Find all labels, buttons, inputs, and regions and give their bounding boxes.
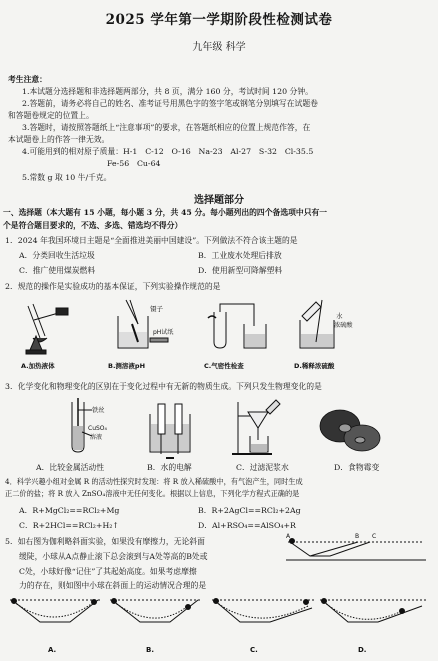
q4-option-a: A．R+MgCl₂==RCl₂+Mg [19, 506, 120, 515]
q2-label-a: A.加热液体 [21, 362, 55, 370]
notice-item-4-cont: Fe-56 Cu-64 [107, 159, 161, 168]
notice-item-5: 5.常数 g 取 10 牛/千克。 [22, 173, 112, 182]
q2-acid-label: 浓硫酸 [334, 322, 353, 329]
q2-stem: 2．规范的操作是实验成功的基本保证，下列实验操作规范的是 [5, 282, 221, 291]
q3-figure-b-electrolysis [150, 404, 190, 458]
notice-item-1: 1.本试题分选择题和非选择题两部分，共 8 页，满分 160 分，考试时间 120 分钟。 [22, 87, 313, 96]
q5-point-c: C [372, 533, 377, 540]
q3-figure-c-filter [232, 400, 280, 454]
q2-label-c: C.气密性检查 [204, 362, 244, 370]
notice-heading: 考生注意： [8, 75, 47, 84]
q2-tweezers-label: 镊子 [150, 305, 163, 313]
q3-option-c: C．过滤泥浆水 [236, 463, 289, 472]
q3-iron-wire-label: 铁丝 [92, 407, 105, 414]
q2-figure-d-dilute [300, 300, 334, 348]
q5-label-c: C. [250, 646, 258, 654]
q2-figure-c-airtight [208, 304, 266, 348]
q3-stem: 3．化学变化和物理变化的区别在于变化过程中有无新的物质生成。下列只发生物理变化的是 [5, 382, 322, 391]
q3-option-a: A．比较金属活动性 [36, 463, 105, 472]
part1-instructions-cont: 个是符合题目要求的，不选、多选、错选均不得分） [3, 221, 183, 230]
q5-stem-2: 缓陡，小球从A点静止滚下总会滚到与A处等高的B处或 [19, 552, 208, 561]
q1-option-b: B．工业废水处理后排放 [198, 251, 282, 260]
q5-point-b: B [355, 533, 360, 540]
q5-stem-1: 5．如右图为伽利略斜面实验，如果没有摩擦力，无论斜面 [5, 537, 205, 546]
q2-ph-paper-label: pH试纸 [153, 329, 174, 336]
q5-label-d: D. [358, 646, 367, 654]
q3-figure-d-mold [320, 410, 380, 451]
notice-item-4: 4.可能用到的相对原子质量：H-1 C-12 O-16 Na-23 Al-27 S-32 Cl-35.5 [22, 147, 314, 156]
q2-figures [0, 298, 438, 370]
notice-item-2-cont: 和答题卷规定的位置上。 [8, 111, 94, 120]
q4-stem: 4．科学兴趣小组对金属 R 的活动性探究时发现：将 R 放入稀硫酸中，有气泡产生，同时生成 [5, 477, 303, 486]
notice-item-2: 2.答题前，请务必将自己的姓名、准考证号用黑色字的签字笔或钢笔分别填写在试题卷 [22, 99, 318, 108]
q5-figures [0, 530, 438, 661]
q1-option-d: D．使用新型可降解塑料 [198, 266, 283, 275]
exam-subtitle: 九年级 科学 [192, 42, 246, 53]
q3-option-b: B．水的电解 [147, 463, 192, 472]
q3-figures [0, 398, 438, 460]
q3-solution-label: 溶液 [90, 434, 103, 441]
q5-stem-4: 力的存在，则如图中小球在斜面上的运动情况合理的是 [19, 581, 207, 590]
q4-option-c: C．R+2HCl==RCl₂+H₂↑ [19, 521, 119, 530]
q5-label-a: A. [48, 646, 57, 654]
q5-point-a: A [286, 533, 291, 540]
section-title: 选择题部分 [194, 195, 244, 206]
q4-stem-cont: 正二价的盐；将 R 放入 ZnSO₄溶液中无任何变化。根据以上信息，下列化学方程式正确的是 [5, 489, 300, 498]
q5-option-a-figure [10, 599, 100, 623]
q4-option-b: B．R+2AgCl==RCl₂+2Ag [198, 506, 301, 515]
q3-option-d: D．食物霉变 [334, 463, 380, 472]
q2-figure-a-heating [26, 304, 68, 354]
q4-option-d: D．Al+RSO₄==AlSO₄+R [198, 521, 296, 530]
notice-item-3: 3.答题时，请按照答题纸上“注意事项”的要求，在答题纸相应的位置上规范作答，在 [22, 123, 311, 132]
q2-label-b: B.测溶液pH [108, 362, 146, 370]
q1-option-c: C．推广使用煤炭燃料 [19, 266, 96, 275]
q5-label-b: B. [146, 646, 154, 654]
q1-option-a: A．分类回收生活垃圾 [19, 251, 95, 260]
q2-label-d: D.稀释浓硫酸 [294, 362, 335, 370]
part1-instructions: 一、选择题（本大题有 15 小题，每小题 3 分，共 45 分。每小题列出的四个备选项中只有一 [3, 208, 328, 217]
q5-stem-3: C处，小球好像“记住”了其起始高度。如果考虑摩擦 [19, 567, 197, 576]
notice-item-3-cont: 本试题卷上的作答一律无效。 [8, 135, 110, 144]
exam-title: 2025 学年第一学期阶段性检测试卷 [105, 12, 333, 28]
q1-stem: 1．2024 年我国环境日主题是“全面推进美丽中国建设”。下列做法不符合该主题的是 [5, 236, 298, 245]
q3-cuso4-label: CuSO₄ [88, 425, 107, 432]
q5-option-c-figure [212, 599, 316, 623]
q2-water-label: 水 [336, 312, 343, 320]
q5-option-d-figure [320, 599, 426, 623]
q5-galileo-diagram [286, 539, 426, 561]
q5-option-b-figure [110, 599, 200, 623]
